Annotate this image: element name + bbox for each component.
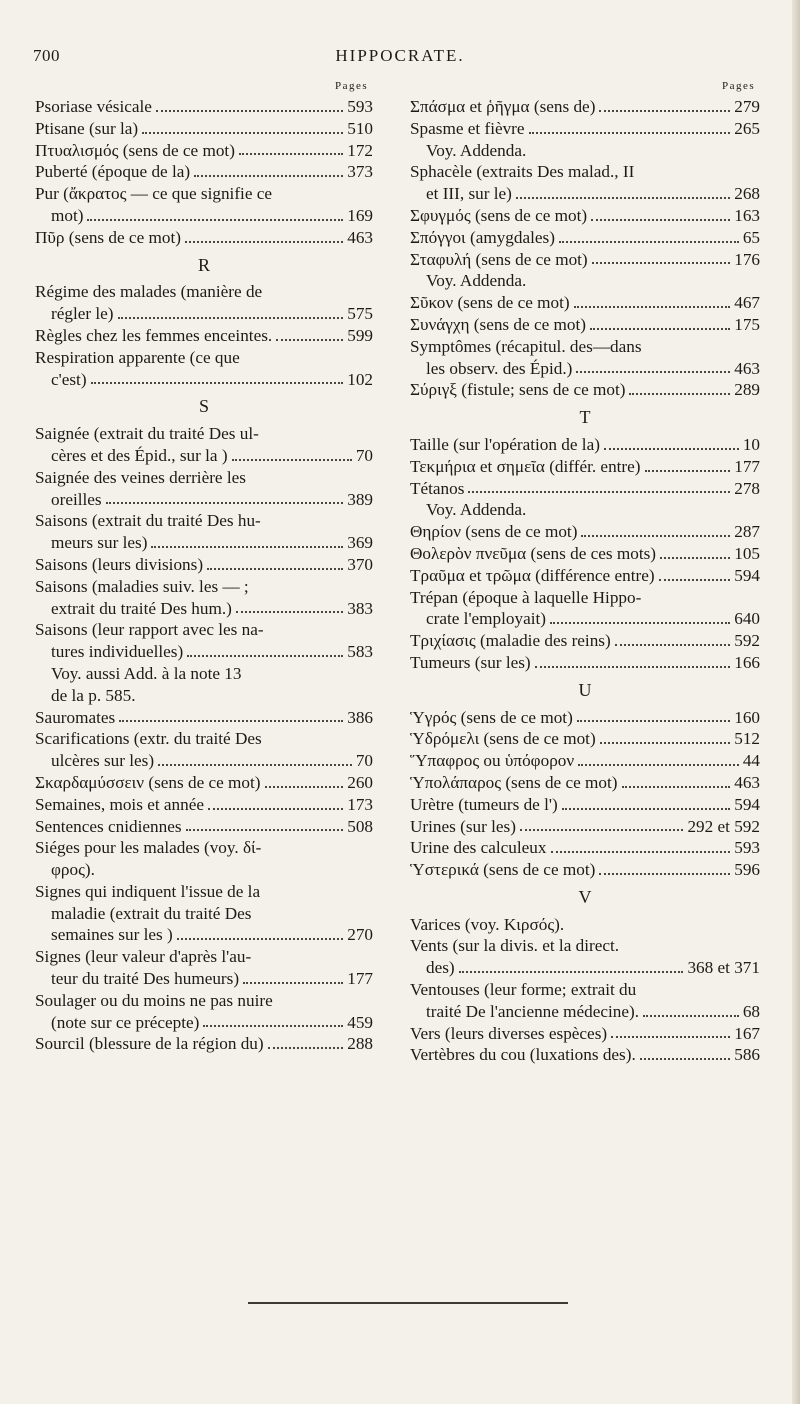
index-entry: Voy. aussi Add. à la note 13 de la p. 585. (51, 663, 242, 705)
index-entry: Saisons (extrait du traité Des hu- meurs sur les) 369 (35, 511, 373, 553)
index-entry: Urine des calculeux 593 (410, 838, 760, 858)
index-column-right (410, 96, 760, 1066)
index-entry: Σταφυλή (sens de ce mot) 176 (410, 249, 760, 269)
end-rule (248, 1302, 568, 1304)
index-entry: Psoriase vésicale 593 (35, 97, 373, 116)
index-entry: Tumeurs (sur les) 166 (410, 652, 760, 672)
section-letter-r: R (197, 254, 210, 275)
index-entry: Ptisane (sur la) 510 (35, 118, 373, 138)
index-entry: Respiration apparente (ce que c'est) 102 (35, 347, 373, 389)
page-edge (792, 0, 800, 1404)
index-entry: Scarifications (extr. du traité Des ulcères sur les) 70 (35, 729, 373, 771)
index-entry: Θηρίον (sens de ce mot) 287 (410, 522, 760, 542)
index-entry: Symptômes (récapitul. des—dans les observ. des Épid.) 463 (410, 336, 760, 378)
index-entry: Σύριγξ (fistule; sens de ce mot) 289 (410, 380, 760, 400)
index-entry: Τραῦμα et τρῶμα (différence entre) 594 (410, 565, 760, 585)
index-entry: Urines (sur les) 292 et 592 (410, 816, 760, 836)
section-letter-t: T (579, 407, 591, 428)
index-entry: Saisons (leurs divisions) 370 (35, 554, 373, 574)
index-entry: Régime des malades (manière de régler le) 575 (35, 282, 373, 324)
index-entry: Ὑγρός (sens de ce mot) 160 (410, 707, 760, 727)
page-number: 700 (33, 46, 60, 65)
index-entry: Taille (sur l'opération de la) 10 (410, 434, 760, 454)
column-header-right: Pages (722, 80, 756, 92)
index-entry: Signes qui indiquent l'issue de la maladie (extrait du traité Des semaines sur les ) 270 (35, 881, 373, 945)
index-entry: Ὑπολάπαρος (sens de ce mot) 463 (410, 772, 760, 792)
index-column-left (35, 96, 373, 1055)
index-entry: Τεκμήρια et σημεῖα (différ. entre) 177 (410, 456, 760, 476)
index-entry: Pur (ἄκρατος — ce que signifie ce mot) 169 (35, 184, 373, 225)
index-entry: Règles chez les femmes enceintes. 599 (35, 325, 373, 345)
index-entry: Vertèbres du cou (luxations des). 586 (410, 1045, 760, 1065)
index-entry: Σπόγγοι (amygdales) 65 (410, 227, 760, 247)
index-entry: Soulager ou du moins ne pas nuire (note sur ce précepte) 459 (35, 990, 373, 1032)
index-entry: Varices (voy. Κιρσός). (410, 914, 565, 934)
index-entry: Saignée (extrait du traité Des ul- cères et des Épid., sur la ) 70 (35, 424, 373, 465)
index-entry: Puberté (époque de la) 373 (35, 162, 373, 182)
index-entry: Σπάσμα et ῥῆγμα (sens de) 279 (410, 97, 760, 116)
index-entry: Πτυαλισμός (sens de ce mot) 172 (35, 140, 373, 160)
index-entry: Sphacèle (extraits Des malad., II et III, sur le) 268 (410, 162, 760, 204)
index-entry: Voy. Addenda. (426, 271, 527, 291)
index-entry: Semaines, mois et année 173 (35, 794, 373, 814)
index-entry: Ὑδρόμελι (sens de ce mot) 512 (410, 729, 760, 749)
index-entry: Saisons (leur rapport avec les na- tures individuelles) 583 (35, 620, 373, 662)
index-entry: Σκαρδαμύσσειν (sens de ce mot) 260 (35, 772, 373, 792)
index-entry: Siéges pour les malades (voy. δί- φρος). (35, 838, 262, 880)
index-entry: Sentences cnidiennes 508 (35, 816, 373, 836)
running-title: HIPPOCRATE. (335, 46, 465, 65)
section-letter-v: V (578, 886, 592, 907)
index-entry: Vers (leurs diverses espèces) 167 (410, 1023, 760, 1043)
index-entry: Voy. Addenda. (426, 140, 527, 160)
index-entry: Urètre (tumeurs de l') 594 (410, 794, 760, 814)
column-header-left: Pages (335, 80, 369, 92)
index-entry: Signes (leur valeur d'après l'au- teur du traité Des humeurs) 177 (35, 947, 373, 989)
index-entry: Ὑστερικά (sens de ce mot) 596 (410, 860, 760, 880)
index-entry: Σφυγμός (sens de ce mot) 163 (410, 205, 760, 225)
index-entry: Πῦρ (sens de ce mot) 463 (35, 227, 373, 247)
section-letter-s: S (198, 396, 209, 417)
index-entry: Τριχίασις (maladie des reins) 592 (410, 631, 760, 651)
index-entry: Sauromates 386 (35, 707, 373, 727)
index-entry: Θολερὸν πνεῦμα (sens de ces mots) 105 (410, 543, 760, 563)
index-entry: Trépan (époque à laquelle Hippo- crate l'employait) 640 (410, 587, 760, 629)
index-entry: Συνάγχη (sens de ce mot) 175 (410, 314, 760, 334)
index-entry: Voy. Addenda. (426, 500, 527, 520)
index-entry: Ὕπαφρος ou ὑπόφορον 44 (410, 751, 760, 771)
section-letter-u: U (578, 679, 592, 700)
index-entry: Ventouses (leur forme; extrait du traité De l'ancienne médecine). 68 (410, 980, 760, 1021)
index-entry: Spasme et fièvre 265 (410, 118, 760, 138)
index-entry: Sourcil (blessure de la région du) 288 (35, 1034, 373, 1054)
index-entry: Tétanos 278 (410, 478, 760, 498)
index-entry: Σῦκον (sens de ce mot) 467 (410, 293, 760, 313)
index-entry: Saignée des veines derrière les oreilles 389 (35, 467, 373, 509)
index-entry: Saisons (maladies suiv. les — ; extrait du traité Des hum.) 383 (35, 576, 373, 618)
index-entry: Vents (sur la divis. et la direct. des) 368 et 371 (410, 936, 760, 978)
